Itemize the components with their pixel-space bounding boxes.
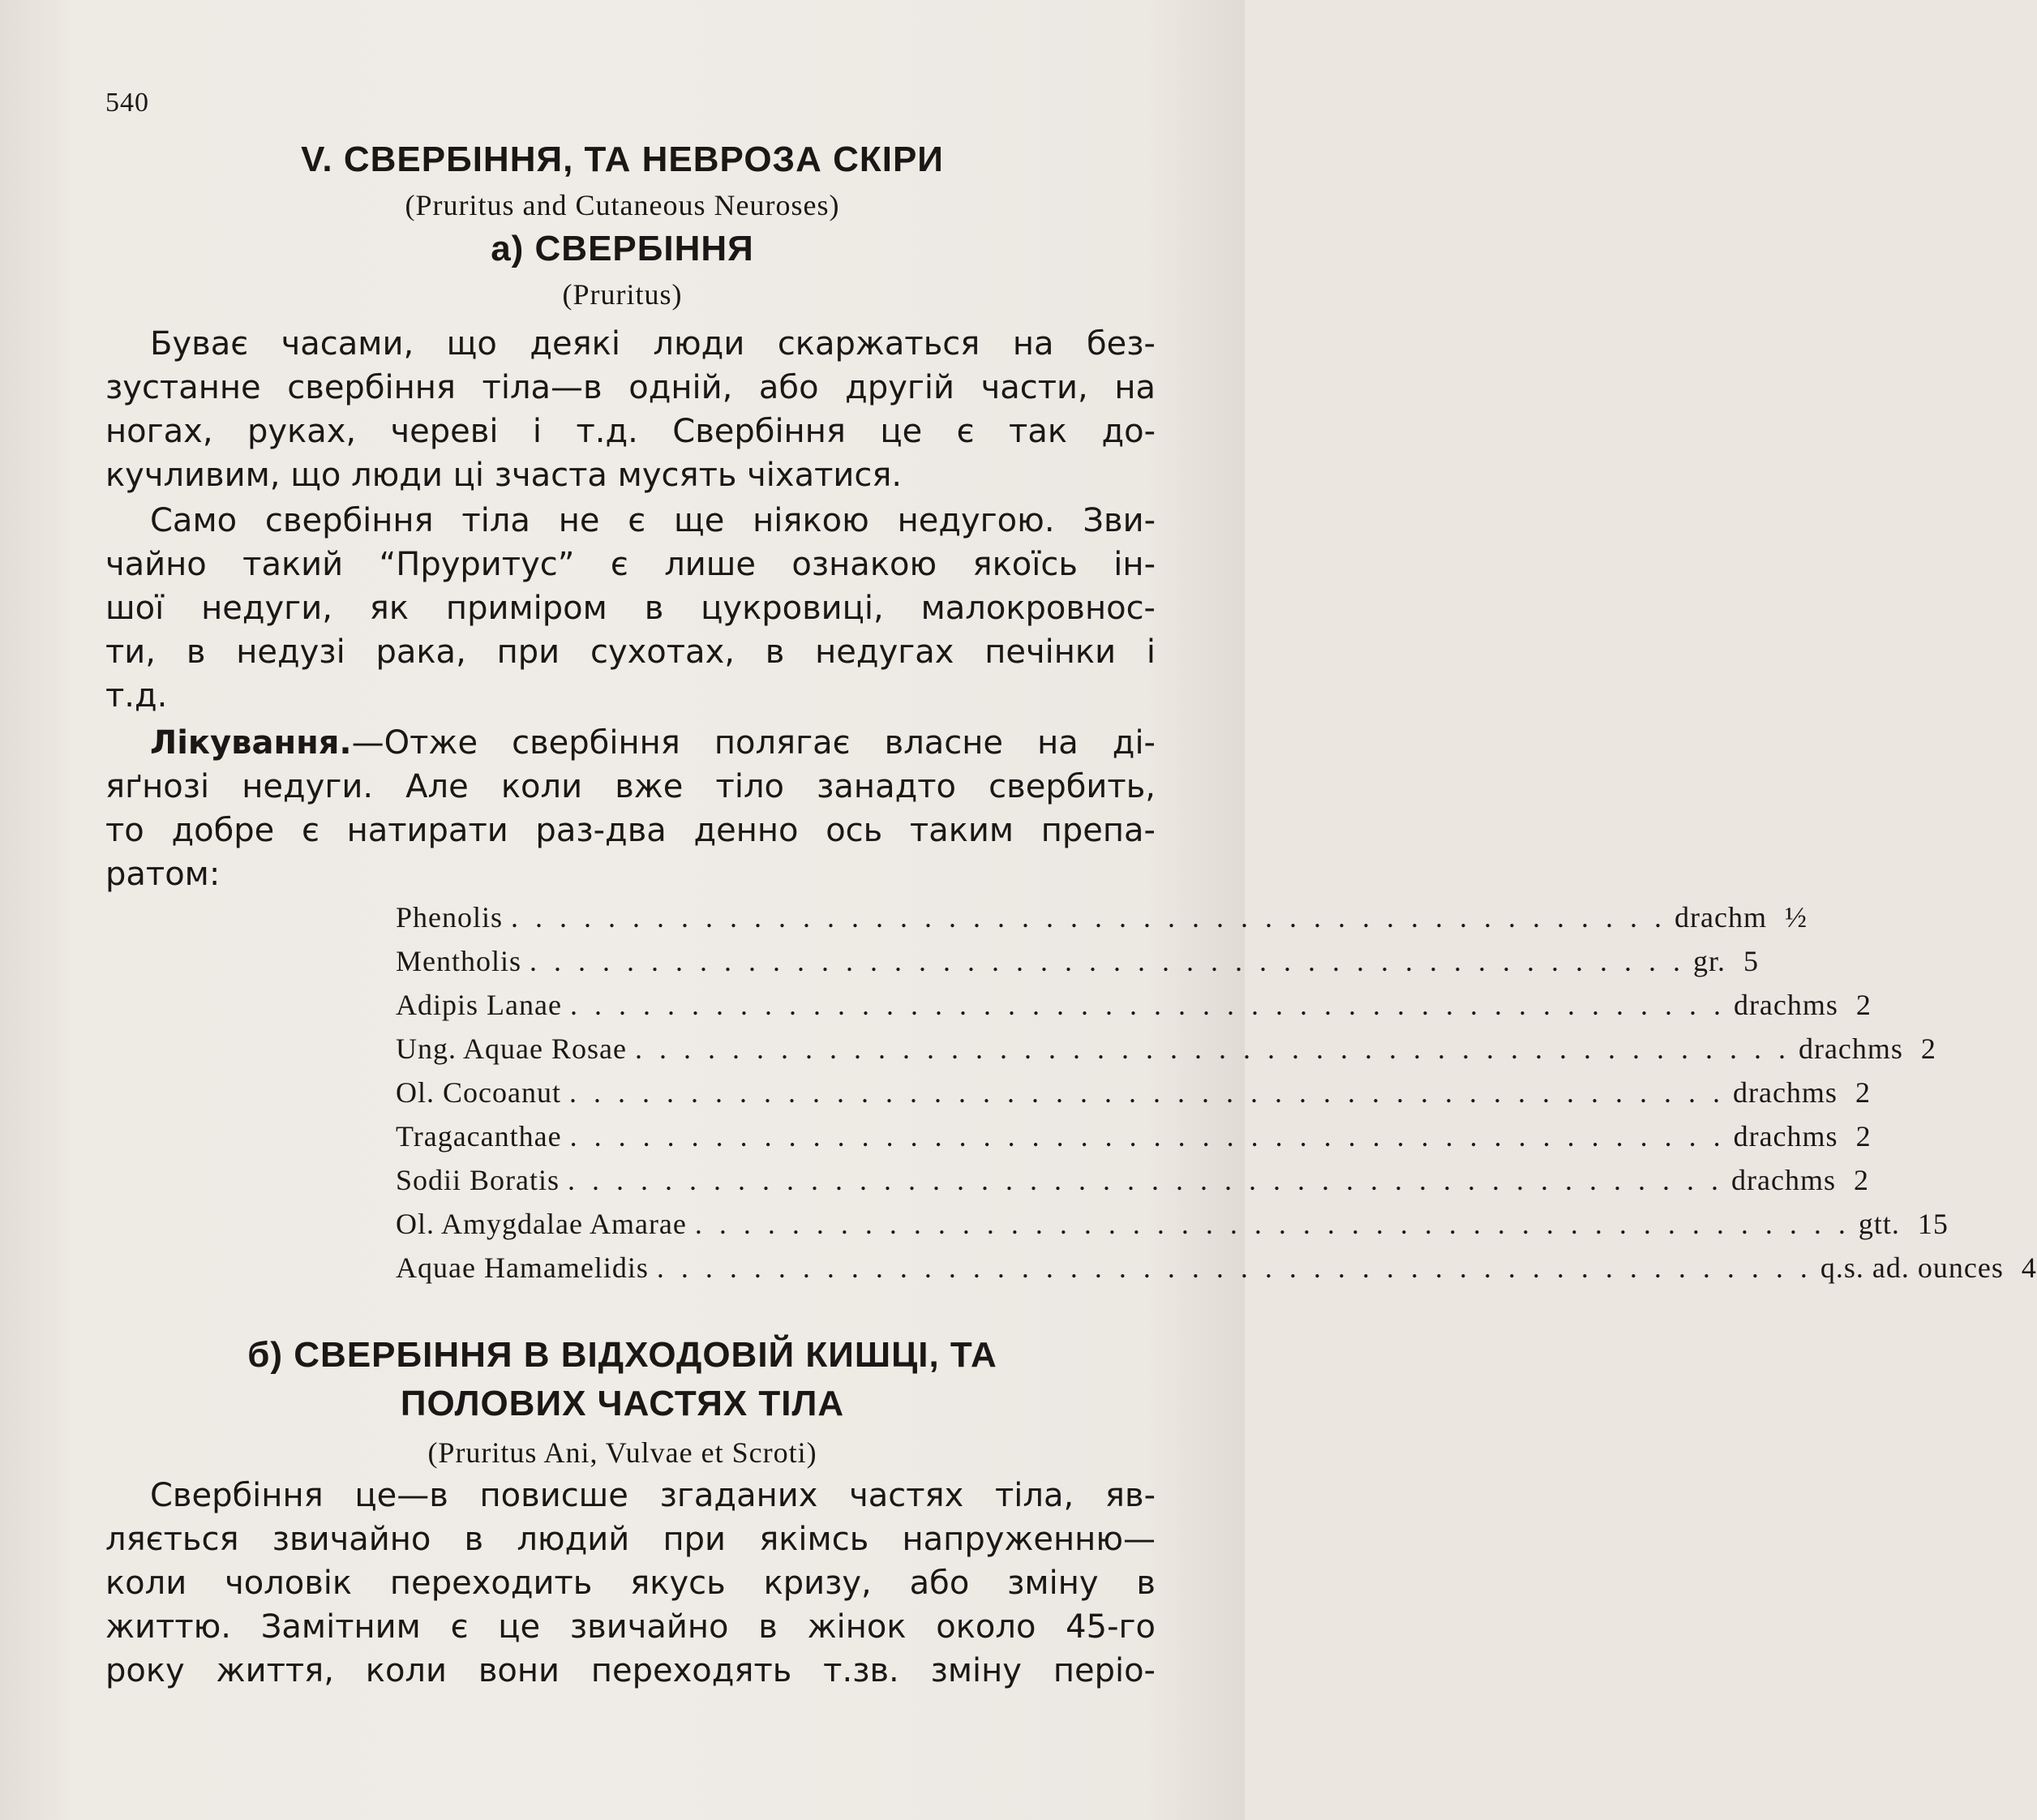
ingredient-unit: gtt.	[1858, 1208, 1900, 1240]
paragraph-3-line	[150, 722, 1156, 764]
paragraph-1-line: кучливим, що люди ці зчаста мусять чіхатися.	[105, 457, 903, 494]
paragraph-4-line: коли чоловік переходить якусь кризу, або зміну в	[105, 1565, 1156, 1602]
subsection-b-title: ПОЛОВИХ ЧАСТЯХ ТІЛА	[400, 1384, 845, 1423]
paragraph-3-line: то добре є натирати раз-два денно ось таким препа-	[105, 812, 1156, 849]
ingredient-quantity: 4	[2021, 1251, 2037, 1284]
paragraph-2-line: ти, в недузі рака, при сухотах, в недугах печінки і	[105, 633, 1156, 671]
ingredient-name: Mentholis	[396, 945, 522, 977]
prescription-item	[396, 1251, 2037, 1291]
subsection-a-latin-title: (Pruritus)	[562, 278, 683, 311]
prescription-item	[396, 1032, 1936, 1072]
paragraph-2-line: чайно такий “Пруритус” є лише ознакою якоїсь ін-	[105, 546, 1156, 583]
ingredient-name: Phenolis	[396, 901, 504, 934]
ingredient-quantity: 15	[1917, 1208, 1949, 1240]
paragraph-3-line: ратом:	[105, 856, 221, 893]
ingredient-name: Ol. Amygdalae Amarae	[396, 1208, 687, 1240]
prescription-item	[396, 988, 1872, 1028]
section-latin-title: (Pruritus and Cutaneous Neuroses)	[405, 189, 840, 221]
ingredient-name: Ung. Aquae Rosae	[396, 1032, 627, 1065]
ingredient-unit: drachms	[1798, 1032, 1903, 1065]
dot-leader: . . . . . . . . . . . . . . . . . . . . . . . . . . . . . . . . . . . . . . . . . . . . . . . .	[530, 945, 1686, 977]
prescription-item	[396, 1163, 1869, 1204]
paragraph-1-line: зустанне свербіння тіла—в одній, або другій части, на	[105, 369, 1156, 406]
paragraph-4-line: року життя, коли вони переходять т.зв. зміну періо-	[105, 1652, 1156, 1689]
ingredient-name: Adipis Lanae	[396, 989, 562, 1021]
prescription-item	[396, 944, 1760, 985]
ingredient-name: Ol. Cocoanut	[396, 1076, 561, 1109]
paragraph-3-text: —Отже свербіння полягає власне на ді-	[351, 724, 1156, 762]
subsection-b-latin-title: (Pruritus Ani, Vulvae et Scroti)	[427, 1436, 817, 1469]
ingredient-quantity: 5	[1743, 945, 1760, 977]
ingredient-unit: drachms	[1732, 1076, 1838, 1109]
page-number: 540	[105, 88, 149, 118]
dot-leader: . . . . . . . . . . . . . . . . . . . . . . . . . . . . . . . . . . . . . . . . . . . . . . . .	[569, 989, 1726, 1021]
prescription-item	[396, 1075, 1871, 1116]
ingredient-quantity: 2	[1854, 1164, 1869, 1196]
dot-leader: . . . . . . . . . . . . . . . . . . . . . . . . . . . . . . . . . . . . . . . . . . . . . . . .	[511, 901, 1667, 934]
subsection-b-title: б) СВЕРБІННЯ В ВІДХОДОВІЙ КИШЦІ, ТА	[247, 1335, 997, 1375]
ingredient-name: Tragacanthae	[396, 1120, 562, 1153]
ingredient-quantity: 2	[1920, 1032, 1936, 1065]
ingredient-quantity: 2	[1855, 1076, 1871, 1109]
section-title: V. СВЕРБІННЯ, ТА НЕВРОЗА СКІРИ	[301, 140, 944, 179]
ingredient-unit: q.s. ad. ounces	[1820, 1251, 2004, 1284]
paragraph-4-line: життю. Замітним є це звичайно в жінок около 45-го	[105, 1608, 1156, 1646]
paragraph-2-line: Само свербіння тіла не є ще ніякою недугою. Зви-	[150, 502, 1156, 539]
ingredient-name: Aquae Hamamelidis	[396, 1251, 649, 1284]
paragraph-4-line: Свербіння це—в повисше згаданих частях тіла, яв-	[150, 1477, 1156, 1514]
dot-leader: . . . . . . . . . . . . . . . . . . . . . . . . . . . . . . . . . . . . . . . . . . . . . . . .	[656, 1251, 1812, 1284]
prescription-item	[396, 1119, 1872, 1160]
paragraph-2-line: т.д.	[105, 677, 168, 715]
ingredient-quantity: 2	[1855, 989, 1872, 1021]
dot-leader: . . . . . . . . . . . . . . . . . . . . . . . . . . . . . . . . . . . . . . . . . . . . . . . .	[568, 1076, 1725, 1109]
subsection-a-title: а) СВЕРБІННЯ	[491, 229, 754, 268]
dot-leader: . . . . . . . . . . . . . . . . . . . . . . . . . . . . . . . . . . . . . . . . . . . . . . . .	[569, 1120, 1726, 1153]
dot-leader: . . . . . . . . . . . . . . . . . . . . . . . . . . . . . . . . . . . . . . . . . . . . . . . .	[568, 1164, 1724, 1196]
ingredient-unit: drachm	[1675, 901, 1767, 934]
paragraph-3-line: яґнозі недуги. Але коли вже тіло занадто свербить,	[105, 768, 1156, 805]
paragraph-4-line: ляється звичайно в людий при якімсь напруженню—	[105, 1521, 1156, 1558]
ingredient-quantity: 2	[1855, 1120, 1872, 1153]
ingredient-unit: drachms	[1733, 1120, 1838, 1153]
prescription-item	[396, 1207, 1949, 1247]
treatment-label: Лікування.	[150, 724, 352, 762]
dot-leader: . . . . . . . . . . . . . . . . . . . . . . . . . . . . . . . . . . . . . . . . . . . . . . . .	[634, 1032, 1790, 1065]
paragraph-2-line: шої недуги, як приміром в цукровиці, малокровнос-	[105, 590, 1156, 627]
paragraph-1-line: Буває часами, що деякі люди скаржаться на без-	[150, 325, 1156, 363]
prescription-item	[396, 900, 1808, 941]
paragraph-1-line: ногах, руках, череві і т.д. Свербіння це є так до-	[105, 413, 1156, 450]
ingredient-unit: drachms	[1733, 989, 1838, 1021]
ingredient-name: Sodii Boratis	[396, 1164, 560, 1196]
ingredient-unit: drachms	[1731, 1164, 1836, 1196]
ingredient-unit: gr.	[1693, 945, 1726, 977]
ingredient-quantity: ½	[1784, 901, 1808, 934]
dot-leader: . . . . . . . . . . . . . . . . . . . . . . . . . . . . . . . . . . . . . . . . . . . . . . . .	[694, 1208, 1850, 1240]
